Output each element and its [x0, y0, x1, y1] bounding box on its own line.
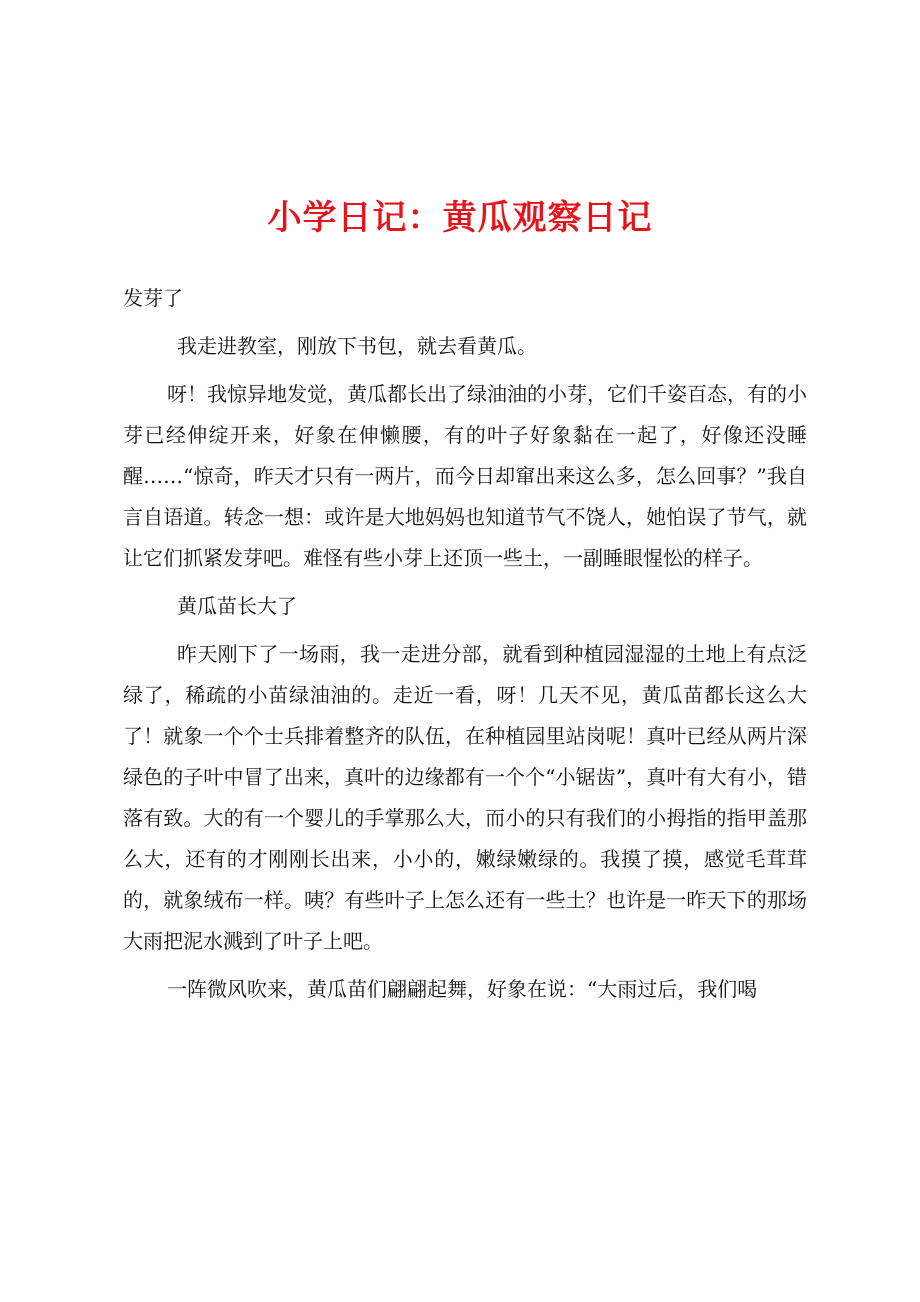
- paragraph: 一阵微风吹来，黄瓜苗们翩翩起舞，好象在说：“大雨过后，我们喝: [167, 977, 758, 1001]
- document-body: [123, 278, 807, 1017]
- paragraph: 昨天刚下了一场雨，我一走进分部，就看到种植园湿湿的土地上有点泛绿了，稀疏的小苗绿油油的。走近一看，呀！几天不见，黄瓜苗都长这么大了！就象一个个士兵排着整齐的队伍，在种植园里站岗呢！真叶已经从两片深绿色的子叶中冒了出来，真叶的边缘都有一个个“小锯齿”，真叶有大有小，错落有致。大的有一个婴儿的手掌那么大，而小的只有我们的小拇指的指甲盖那么大，还有的才刚刚长出来，小小的，嫩绿嫩绿的。我摸了摸，感觉毛茸茸的，就象绒布一样。咦？有些叶子上怎么还有一些土？也许是一昨天下的那场大雨把泥水溅到了叶子上吧。: [123, 642, 807, 953]
- paragraph: 我走进教室，刚放下书包，就去看黄瓜。: [177, 334, 537, 358]
- document-title: 小学日记：黄瓜观察日记: [267, 198, 653, 238]
- section-heading-sprouting: 发芽了: [123, 286, 183, 310]
- section-heading-seedlings-grew: 黄瓜苗长大了: [177, 594, 297, 618]
- paragraph: 呀！我惊异地发觉，黄瓜都长出了绿油油的小芽，它们千姿百态，有的小芽已经伸绽开来，好象在伸懒腰，有的叶子好象黏在一起了，好像还没睡醒……“惊奇，昨天才只有一两片，而今日却窜出来这么多，怎么回事？”我自言自语道。转念一想：或许是大地妈妈也知道节气不饶人，她怕误了节气，就让它们抓紧发芽吧。难怪有些小芽上还顶一些土，一副睡眼惺忪的样子。: [123, 382, 807, 570]
